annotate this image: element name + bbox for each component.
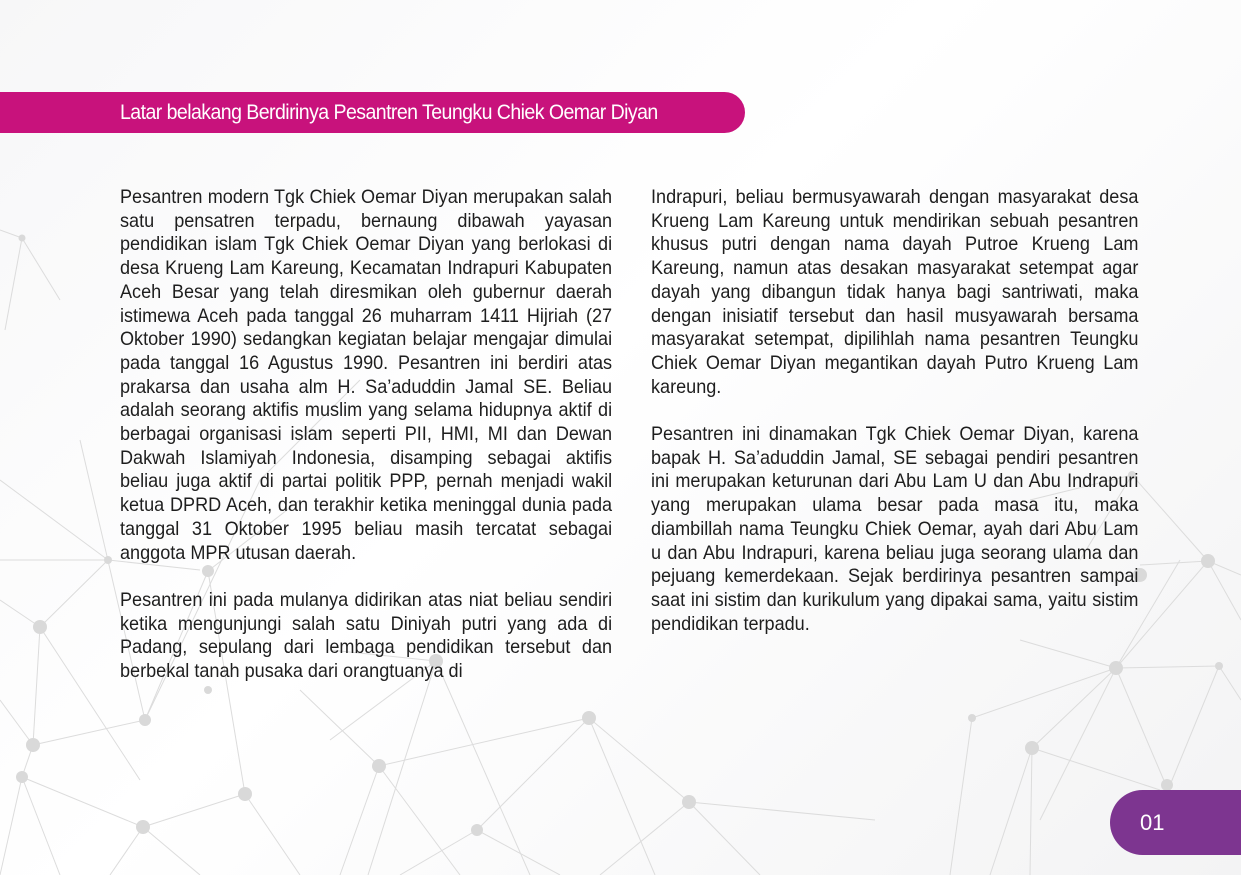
section-title: Latar belakang Berdirinya Pesantren Teungku Chiek Oemar Diyan bbox=[120, 101, 658, 124]
section-header-bar bbox=[0, 92, 745, 133]
left-text-column bbox=[120, 186, 648, 707]
paragraph-name-meaning: Pesantren ini dinamakan Tgk Chiek Oemar Diyan, karena bapak H. Sa’aduddin Jamal, SE sebagai pendiri pesantren ini merupakan keturunan dari Abu Lam U dan Abu Indrapuri yang merupakan ulama besar pada masa itu, maka diambillah nama Teungku Chiek Oemar, ayah dari Abu Lam u dan Abu Indrapuri, karena beliau juga seorang ulama dan pejuang kemerdekaan. Sejak berdirinya pesantren sampai saat ini sistim dan kurikulum yang dipakai sama, yaitu sistim pendidikan terpadu. bbox=[651, 423, 1139, 635]
page-number-tab bbox=[1110, 790, 1241, 855]
paragraph-founding-origin: Pesantren ini pada mulanya didirikan atas niat beliau sendiri ketika mengunjungi salah satu Diniyah putri yang ada di Padang, sepulang dari lembaga pendidikan tersebut dan berbekal tanah pusaka dari orangtuanya di bbox=[120, 588, 613, 683]
page-number: 01 bbox=[1140, 810, 1165, 835]
paragraph-naming-continued: Indrapuri, beliau bermusyawarah dengan masyarakat desa Krueng Lam Kareung untuk mendirikan sebuah pesantren khusus putri dengan nama dayah Putroe Krueng Lam Kareung, namun atas desakan masyarakat setempat agar dayah yang dibangun tidak hanya bagi santriwati, maka dengan inisiatif tersebut dan hasil musyawarah bersama masyarakat setempat, dipilihlah nama pesantren Teungku Chiek Oemar Diyan megantikan dayah Putro Krueng Lam kareung. bbox=[651, 186, 1139, 398]
right-text-column bbox=[651, 186, 1174, 660]
paragraph-history-intro: Pesantren modern Tgk Chiek Oemar Diyan merupakan salah satu pensatren terpadu, bernaung dibawah yayasan pendidikan islam Tgk Chiek Oemar Diyan yang berlokasi di desa Krueng Lam Kareung, Kecamatan Indrapuri Kabupaten Aceh Besar yang telah diresmikan oleh gubernur daerah istimewa Aceh pada tanggal 26 muharram 1411 Hijriah (27 Oktober 1990) sedangkan kegiatan belajar mengajar dimulai pada tanggal 16 Agustus 1990. Pesantren ini berdiri atas prakarsa dan usaha alm H. Sa’aduddin Jamal SE. Beliau adalah seorang aktifis muslim yang selama hidupnya aktif di berbagai organisasi islam seperti PII, HMI, MI dan Dewan Dakwah Islamiyah Indonesia, disamping sebagai aktifis beliau juga aktif di partai politik PPP, pernah menjadi wakil ketua DPRD Aceh, dan terakhir ketika meninggal dunia pada tanggal 31 Oktober 1995 beliau masih tercatat sebagai anggota MPR utusan daerah. bbox=[120, 186, 613, 564]
